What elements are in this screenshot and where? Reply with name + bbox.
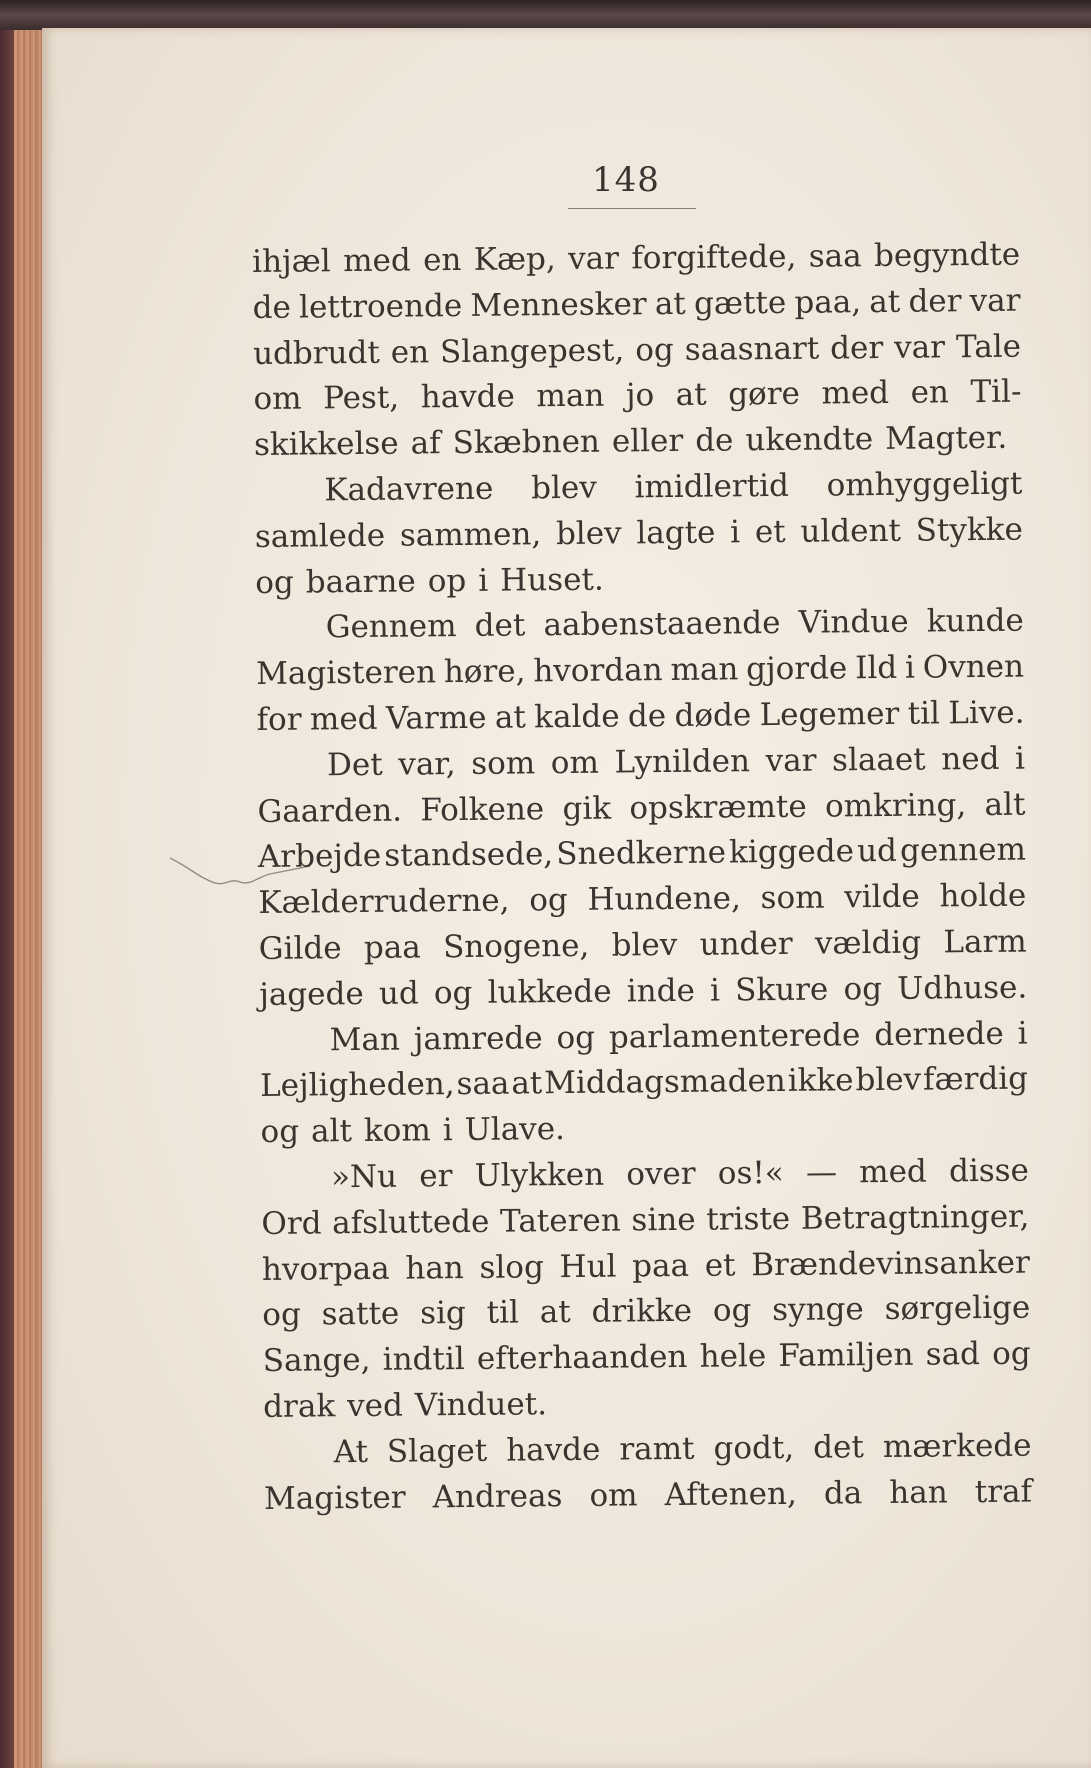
text-line: Det var, som om Lynilden var slaaet ned i [326,740,1026,784]
text-line: hvorpaa han slog Hul paa et Brændevinsanker [261,1244,1031,1288]
text-line: Arbejde standsede, Snedkerne kiggede ud gennem [257,831,1027,876]
body-text [252,233,1032,1523]
text-line: Ord afsluttede Tateren sine triste Betragtninger, [261,1198,1030,1242]
page-number: 148 [592,160,660,200]
text-line: Magister Andreas om Aftenen, da han traf [263,1473,1033,1517]
text-line: »Nu er Ulykken over os!« — med disse [330,1152,1030,1196]
text-line: Kælderruderne, og Hundene, som vilde holde [258,877,1027,922]
text-line: Gennem det aabenstaaende Vindue kunde [325,602,1024,646]
text-line: jagede ud og lukkede inde i Skure og Udhuse. [259,969,1028,1013]
text-line: og satte sig til at drikke og synge sørgelige [262,1289,1031,1334]
text-line: Gaarden. Folkene gik opskræmte omkring, alt [257,786,1026,830]
text-line: og baarne op i Huset. [255,561,604,601]
text-line: de lettroende Mennesker at gætte paa, at der var [252,282,1021,326]
text-line: for med Varme at kalde de døde Legemer til Live. [256,694,1025,738]
text-line: Sange, indtil efterhaanden hele Familjen sad og [262,1335,1031,1380]
text-line: Magisteren høre, hvordan man gjorde Ild i Ovnen [255,648,1025,693]
text-line: At Slaget havde ramt godt, det mærkede [333,1427,1032,1470]
text-line: Lejligheden, saa at Middagsmaden ikke blev færdig [259,1060,1029,1105]
text-line: udbrudt en Slangepest, og saasnart der var Tale [252,328,1022,372]
book-top-edge [0,0,1091,30]
text-line: skikkelse af Skæbnen eller de ukendte Magter. [253,419,1008,464]
text-line: ihjæl med en Kæp, var forgiftede, saa begyndte [252,236,1021,280]
text-line: Gilde paa Snogene, blev under vældig Larm [258,923,1027,967]
text-line: samlede sammen, blev lagte i et uldent Stykke [254,511,1023,555]
text-line: og alt kom i Ulave. [260,1111,566,1151]
text-line: om Pest, havde man jo at gøre med en Til- [253,374,1022,418]
text-line: Kadavrene blev imidlertid omhyggeligt [324,465,1023,509]
text-line: drak ved Vinduet. [263,1386,548,1425]
header-rule [568,208,696,209]
text-line: Man jamrede og parlamenterede dernede i [329,1015,1028,1058]
